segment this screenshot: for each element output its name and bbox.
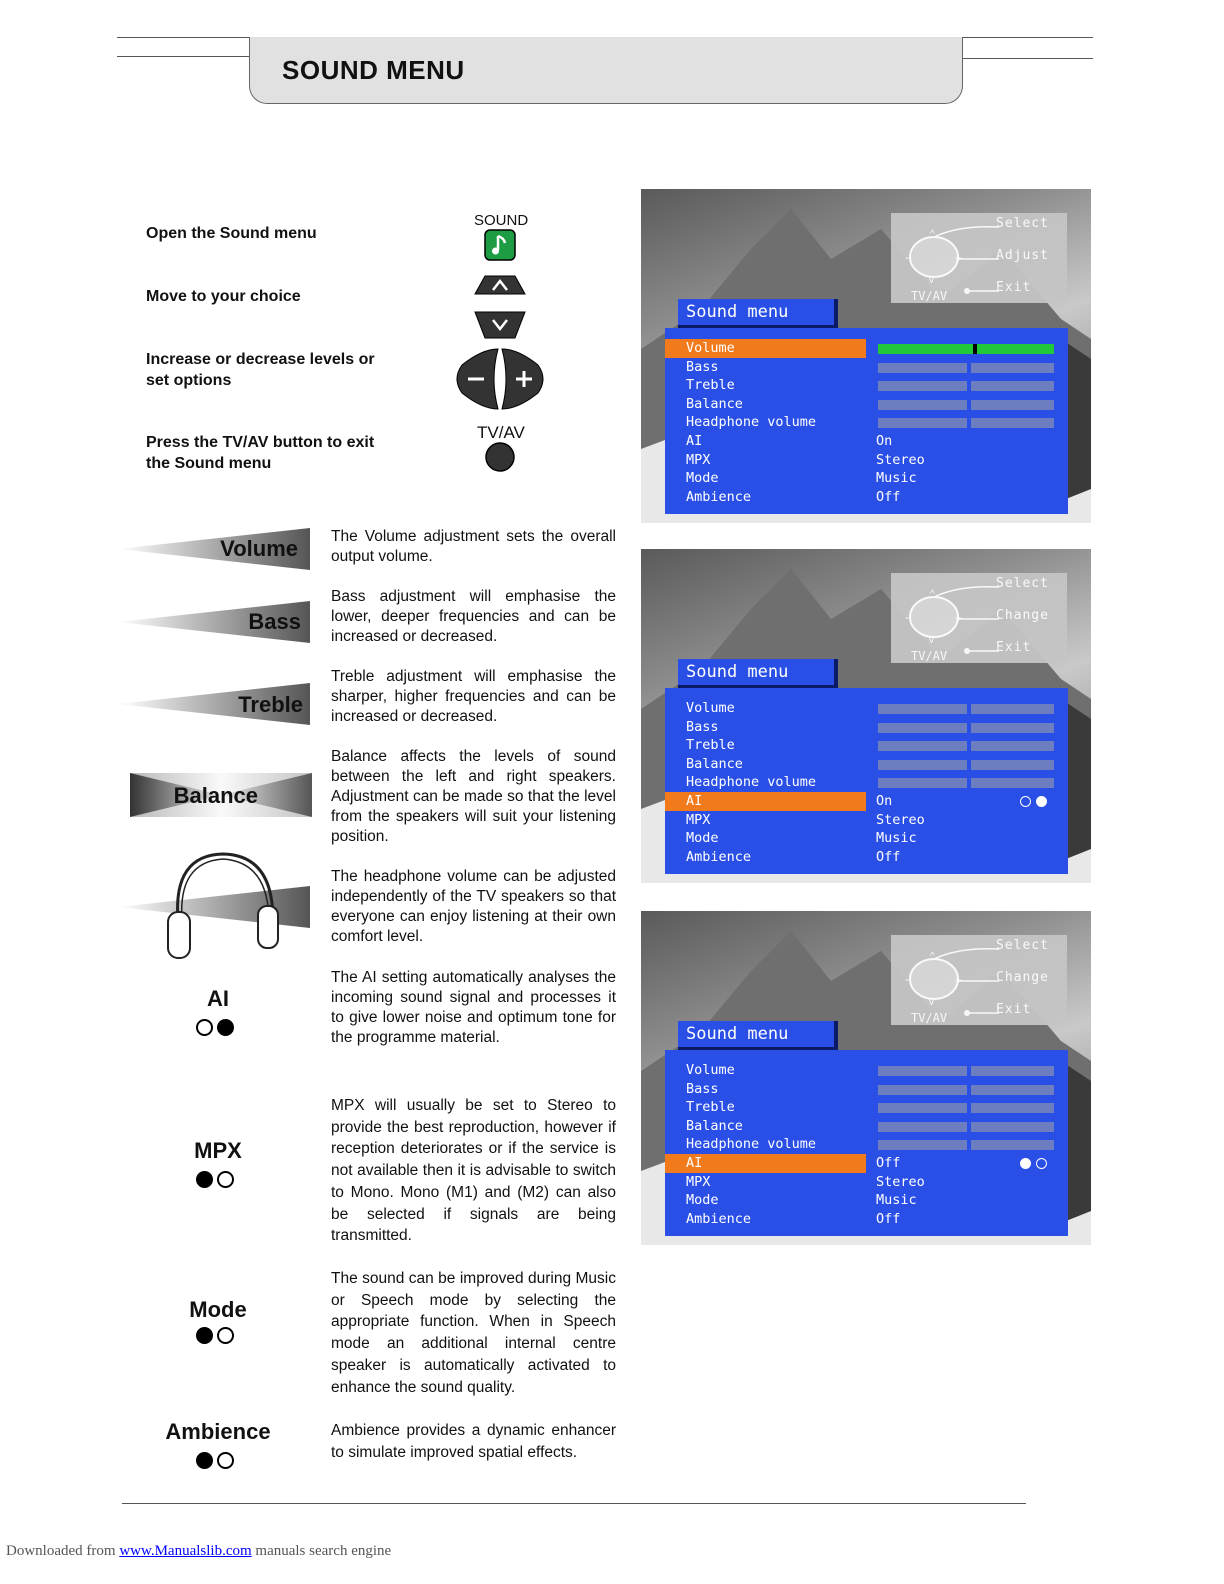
tv-screen-3 <box>641 911 1091 1245</box>
svg-text:^: ^ <box>930 589 935 600</box>
level-bar-right[interactable] <box>971 741 1054 751</box>
menu-row-label: Ambience <box>686 848 752 865</box>
label-mode: Mode <box>189 1297 247 1322</box>
level-bar-left[interactable] <box>878 363 967 373</box>
para-ai: The AI setting automatically analyses the incoming sound signal and processes it to give lower noise and optimum tone for the programme material. <box>331 969 616 1046</box>
dot-on-icon <box>196 1327 213 1344</box>
svg-text:+: + <box>955 251 963 265</box>
menu-row-label: Mode <box>686 1192 719 1209</box>
tvav-button-label: TV/AV <box>477 423 525 442</box>
menu-row[interactable] <box>665 339 1068 358</box>
help-select: Select <box>996 576 1049 591</box>
menu-row-value: Off <box>876 1210 901 1227</box>
footer-link[interactable]: www.Manualslib.com <box>119 1543 252 1559</box>
menu-row[interactable] <box>665 395 1068 414</box>
level-bar-left[interactable] <box>878 760 967 770</box>
menu-row[interactable] <box>665 488 1068 507</box>
menu-title: Sound menu <box>678 659 838 689</box>
dot-on-icon <box>1036 796 1047 807</box>
header-tab <box>249 37 963 104</box>
instruction-adjust: Increase or decrease levels or set options <box>146 351 375 389</box>
level-bar-left[interactable] <box>878 741 967 751</box>
label-treble: Treble <box>238 692 303 717</box>
level-bar-right[interactable] <box>971 760 1054 770</box>
ai-option-dots <box>1020 1157 1052 1173</box>
menu-row-value: On <box>876 793 893 809</box>
menu-row[interactable] <box>665 811 1068 830</box>
menu-row[interactable] <box>665 755 1068 774</box>
level-bar-left[interactable] <box>878 381 967 391</box>
ai-dots <box>194 1019 236 1037</box>
help-exit: Exit <box>996 1002 1032 1017</box>
svg-text:+: + <box>955 973 963 987</box>
menu-row-label: Bass <box>686 718 719 735</box>
svg-text:+: + <box>955 611 963 625</box>
menu-row-label: AI <box>665 1154 866 1173</box>
menu-row[interactable] <box>665 1135 1068 1154</box>
svg-text:-: - <box>905 610 909 624</box>
svg-text:v: v <box>929 635 934 646</box>
para-treble: Treble adjustment will emphasise the sharper, higher frequencies and can be increased or decreased. <box>331 668 616 725</box>
level-bar-left[interactable] <box>878 1085 967 1095</box>
level-bar-right[interactable] <box>971 1066 1054 1076</box>
menu-row-label: Bass <box>686 1080 719 1097</box>
level-bar-left[interactable] <box>878 704 967 714</box>
menu-row[interactable] <box>665 773 1068 792</box>
help-tvav: TV/AV <box>911 289 948 303</box>
menu-row[interactable] <box>665 1154 1068 1173</box>
help-overlay <box>891 573 1067 663</box>
menu-row-label: Headphone volume <box>686 1136 817 1153</box>
menu-panel <box>665 1050 1068 1236</box>
level-bar-left[interactable] <box>878 1140 967 1150</box>
menu-row-label: Volume <box>686 700 735 716</box>
footer-prefix: Downloaded from <box>6 1543 116 1559</box>
menu-row-label: MPX <box>686 451 711 468</box>
level-bar-left[interactable] <box>878 778 967 788</box>
menu-row-value: On <box>876 433 893 449</box>
svg-text:v: v <box>929 997 934 1008</box>
para-mode: The sound can be improved during Music or Speech mode by selecting the appropriate function. When in Speech mode an additional internal centre speaker is automatically activated to enhance the sound quality. <box>331 1270 616 1396</box>
level-bar-left[interactable] <box>878 1066 967 1076</box>
menu-panel <box>665 328 1068 514</box>
level-bar-left[interactable] <box>878 1122 967 1132</box>
footer <box>6 1543 391 1560</box>
svg-text:-: - <box>905 972 909 986</box>
menu-row-label: Treble <box>686 737 735 754</box>
headphones-icon <box>118 850 313 962</box>
dot-off-icon <box>217 1327 234 1344</box>
menu-row-label: Mode <box>686 470 719 487</box>
menu-row-value: Off <box>876 1155 901 1171</box>
remote-pad-icon <box>899 223 1009 298</box>
instruction-move: Move to your choice <box>146 288 301 305</box>
help-overlay <box>891 213 1067 303</box>
menu-row-value: Stereo <box>876 811 925 828</box>
menu-row-label: Treble <box>686 377 735 394</box>
level-bar-left[interactable] <box>878 1103 967 1113</box>
help-tvav: TV/AV <box>911 649 948 663</box>
help-select: Select <box>996 938 1049 953</box>
help-select: Select <box>996 216 1049 231</box>
music-note-icon <box>484 229 516 261</box>
help-exit: Exit <box>996 280 1032 295</box>
menu-title: Sound menu <box>678 299 838 329</box>
help-adjust: Change <box>996 608 1049 623</box>
menu-row-label: Volume <box>686 1062 735 1078</box>
menu-row-label: Mode <box>686 830 719 847</box>
menu-row[interactable] <box>665 376 1068 395</box>
menu-row[interactable] <box>665 736 1068 755</box>
tv-screen-2 <box>641 549 1091 883</box>
menu-row[interactable] <box>665 413 1068 432</box>
help-tvav: TV/AV <box>911 1011 948 1025</box>
label-ambience: Ambience <box>165 1419 271 1444</box>
dot-off-icon <box>1036 1158 1047 1169</box>
dot-on-icon <box>196 1171 213 1188</box>
dot-off-icon <box>196 1019 213 1036</box>
dot-off-icon <box>217 1171 234 1188</box>
round-button-icon <box>484 441 516 473</box>
para-headphone: The headphone volume can be adjusted independently of the TV speakers so that everyone can enjoy listening at their own comfort level. <box>331 868 616 945</box>
level-bar-left[interactable] <box>878 723 967 733</box>
level-bar-left[interactable] <box>878 400 967 410</box>
menu-row-label: Ambience <box>686 488 752 505</box>
help-adjust: Adjust <box>996 248 1049 263</box>
para-bass: Bass adjustment will emphasise the lower, deeper frequencies and can be increased or decreased. <box>331 588 616 645</box>
menu-row[interactable] <box>665 1061 1068 1080</box>
header-rule-right <box>961 58 1093 59</box>
menu-row[interactable] <box>665 699 1068 718</box>
menu-row-label: Headphone volume <box>686 774 817 791</box>
para-ambience: Ambience provides a dynamic enhancer to simulate improved spatial effects. <box>331 1422 616 1461</box>
menu-row-value: Off <box>876 488 901 505</box>
label-volume: Volume <box>220 536 298 561</box>
para-mpx: MPX will usually be set to Stereo to provide the best reproduction, however if reception deteriorates or if the service is not available then it is advisable to switch to Mono. Mono (M1) and (M2) can also be selected if signals are being transmitted. <box>331 1097 616 1245</box>
label-balance: Balance <box>173 783 258 808</box>
menu-title: Sound menu <box>678 1021 838 1051</box>
header-rule-left <box>117 56 249 57</box>
menu-row[interactable] <box>665 358 1068 377</box>
menu-row-label: Headphone volume <box>686 414 817 431</box>
menu-row-value: Off <box>876 848 901 865</box>
level-bar-right[interactable] <box>971 1103 1054 1113</box>
svg-text:v: v <box>929 275 934 286</box>
menu-row-label: Ambience <box>686 1210 752 1227</box>
help-exit: Exit <box>996 640 1032 655</box>
page-title: SOUND MENU <box>282 55 465 85</box>
level-bar-right[interactable] <box>971 1140 1054 1150</box>
sound-button-label: SOUND <box>474 212 529 229</box>
menu-row-value: Music <box>876 1192 917 1209</box>
ambience-dots <box>194 1452 236 1470</box>
dot-on-icon <box>217 1019 234 1036</box>
menu-row[interactable] <box>665 432 1068 451</box>
help-overlay <box>891 935 1067 1025</box>
level-bar-right[interactable] <box>971 381 1054 391</box>
level-bar-right[interactable] <box>971 704 1054 714</box>
para-volume: The Volume adjustment sets the overall output volume. <box>331 528 616 565</box>
level-bar-right[interactable] <box>971 363 1054 373</box>
svg-text:^: ^ <box>930 229 935 240</box>
level-bar-right[interactable] <box>971 1122 1054 1132</box>
menu-row-label: MPX <box>686 1173 711 1190</box>
menu-row-value: Music <box>876 830 917 847</box>
menu-row-label: Balance <box>686 1117 743 1134</box>
minus-plus-icon <box>452 345 548 413</box>
tv-screen-1 <box>641 189 1091 523</box>
volume-bar-right[interactable] <box>977 344 1054 354</box>
dot-on-icon <box>1020 1158 1031 1169</box>
volume-bar-left[interactable] <box>878 344 973 354</box>
menu-row[interactable] <box>665 1117 1068 1136</box>
level-bar-right[interactable] <box>971 418 1054 428</box>
menu-row-label: Balance <box>686 395 743 412</box>
label-bass: Bass <box>248 609 301 634</box>
level-bar-right[interactable] <box>971 723 1054 733</box>
menu-row[interactable] <box>665 1173 1068 1192</box>
label-ai: AI <box>207 986 229 1011</box>
mode-dots <box>194 1327 236 1345</box>
para-balance: Balance affects the levels of sound between the left and right speakers. Adjustment can be made so that the level from the speakers will suit your listening position. <box>331 748 616 845</box>
help-adjust: Change <box>996 970 1049 985</box>
menu-row-label: MPX <box>686 811 711 828</box>
menu-row-label: Treble <box>686 1099 735 1116</box>
ai-option-dots <box>1020 795 1052 811</box>
level-bar-right[interactable] <box>971 778 1054 788</box>
menu-row[interactable] <box>665 848 1068 867</box>
level-bar-right[interactable] <box>971 1085 1054 1095</box>
menu-row[interactable] <box>665 1080 1068 1099</box>
menu-row-label: Volume <box>665 339 866 358</box>
up-down-arrows-icon <box>465 272 535 342</box>
svg-text:-: - <box>905 250 909 264</box>
menu-row-label: Balance <box>686 755 743 772</box>
footer-rule <box>122 1503 1026 1504</box>
menu-row[interactable] <box>665 1191 1068 1210</box>
dot-on-icon <box>196 1452 213 1469</box>
menu-row-label: AI <box>686 433 703 449</box>
menu-panel <box>665 688 1068 874</box>
menu-row-value: Stereo <box>876 451 925 468</box>
level-bar-left[interactable] <box>878 418 967 428</box>
mpx-dots <box>194 1171 236 1189</box>
menu-row-value: Stereo <box>876 1173 925 1190</box>
dot-off-icon <box>217 1452 234 1469</box>
menu-row[interactable] <box>665 469 1068 488</box>
menu-row[interactable] <box>665 1098 1068 1117</box>
instruction-exit: Press the TV/AV button to exit the Sound menu <box>146 434 375 472</box>
level-bar-right[interactable] <box>971 400 1054 410</box>
menu-row-label: Bass <box>686 358 719 375</box>
menu-row-value: Music <box>876 470 917 487</box>
menu-row-label: AI <box>665 792 866 811</box>
remote-pad-icon <box>899 945 1009 1020</box>
dot-off-icon <box>1020 796 1031 807</box>
menu-row[interactable] <box>665 792 1068 811</box>
menu-row[interactable] <box>665 451 1068 470</box>
footer-suffix: manuals search engine <box>255 1543 392 1559</box>
menu-row[interactable] <box>665 718 1068 737</box>
svg-text:^: ^ <box>930 951 935 962</box>
remote-pad-icon <box>899 583 1009 658</box>
label-mpx: MPX <box>194 1138 242 1163</box>
menu-row[interactable] <box>665 1210 1068 1229</box>
menu-row[interactable] <box>665 829 1068 848</box>
instruction-open: Open the Sound menu <box>146 225 317 242</box>
